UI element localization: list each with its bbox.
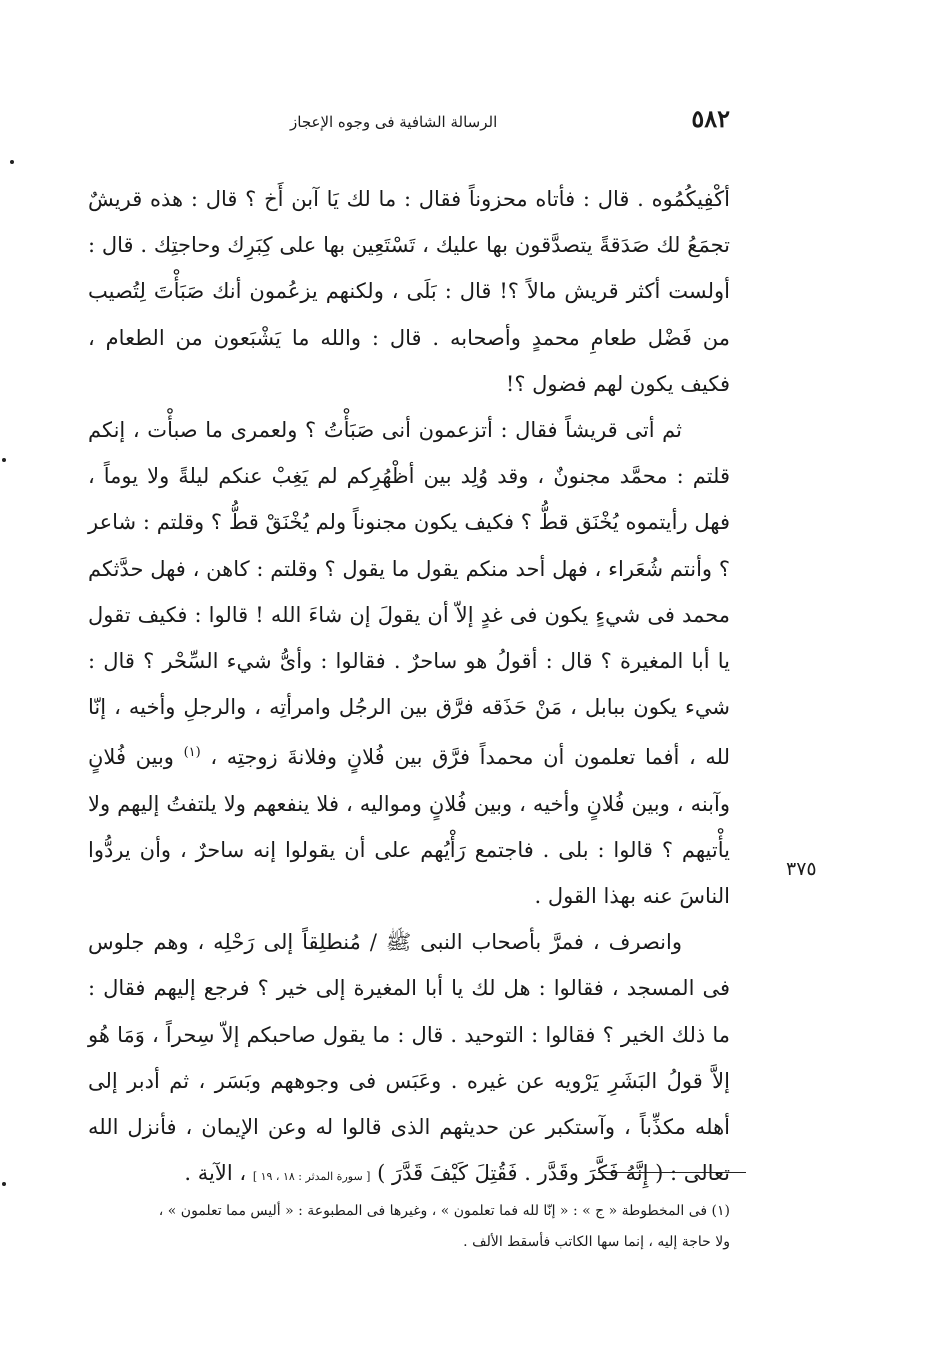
edge-mark: [2, 1182, 6, 1186]
paragraph-2-text-a: ثم أتى قريشاً فقال : أتزعمون أنى صَبَأْتُ ؟ ولعمرى ما صبأْت ، إنكم قلتم : محمَّد مجنونٌ ، وقد وُلِد بين أظْهُرِكم لم يَغِبْ عنكم ليلةً ولا يوماً ، فهل رأيتموه يُخْنَق قطُّ ؟ فكيف يكون مجنوناً ولم يُخْنَقْ قطُّ ؟ وقلتم : شاعر ؟ وأنتم شُعَراء ، فهل أحد منكم يقول ما يقول ؟ وقلتم : كاهن ، فهل حدَّثكم محمد فى شيءٍ يكون فى غدٍ إلاّ أن يقولَ إن شاءَ الله ! قالوا : فكيف تقول يا أبا المغيرة ؟ قال : أقولُ هو ساحرٌ . فقالوا : وأىُّ شيء السِّحْر ؟ قال : شيء يكون ببابل ، مَنْ حَذَقه فرَّق بين الرجُل وامرأتِه ، والرجلِ وأخيه ، إنّا لله ، أفما تعلمون أن محمداً فرَّق بين فُلانٍ وفلانةَ زوجتِه ،: [88, 418, 730, 770]
footnote-line-1: (١) فى المخطوطة « ج » : « إنّا لله فما تعلمون » ، وغيرها فى المطبوعة : « أليس مما تعلمون » ،: [158, 1203, 730, 1219]
running-title: الرسالة الشافية فى وجوه الإعجاز: [290, 113, 498, 131]
edge-mark: [10, 160, 14, 164]
footnote-divider: [598, 1172, 746, 1173]
margin-page-number: ٣٧٥: [786, 858, 817, 880]
page-header: [290, 104, 730, 133]
paragraph-3-text-a: وانصرف ، فمرَّ بأصحاب النبى ﷺ / مُنطلِقاً إلى رَحْلِه ، وهم جلوس فى المسجد ، فقالوا : هل لك يا أبا المغيرة إلى خير ؟ فرجع إليهم فقال : ما ذلك الخير ؟ فقالوا : التوحيد . قال : ما يقول صاحبكم إلاّ سِحراً ، وَمَا هُو إلاَّ قولُ البَشَرِ يَرْويه عن غيره . وعَبَس فى وجوههم وبَسَر ، ثم أدبر إلى أهله مكذِّباً ، وآستكبر عن حديثهم الذى قالوا له وعن الإيمان ، فأنزل الله تعالى : ( إِنَّهُ فَكَّرَ وقَدَّر . فَقُتِلَ كَيْفَ قَدَّرَ ): [88, 930, 730, 1186]
paragraph-1: [88, 176, 730, 407]
paragraph-2-text-b: وبين فُلانٍ وآبنه ، وبين فُلانٍ وأخيه ، وبين فُلانٍ ومواليه ، فلا ينفعهم ولا يلتفتُ إليهم ولا يأْتيهم ؟ قالوا : بلى . فاجتمع رَأْيُهم على أن يقولوا إنه ساحرٌ ، وأن يردُّوا الناسَ عنه بهذا القول .: [88, 745, 730, 909]
footnotes: [100, 1196, 730, 1258]
paragraph-1-text: أكْفِيكُمُوه . قال : فأتاه محزوناً فقال : ما لك يَا آبن أَخ ؟ قال : هذه قريشٌ تجمَعُ لك صَدَقةً يتصدَّقون بها عليك ، تَسْتَعِين بها على كِبَرِك وحاجتِك . قال : أولست أكثر قريش مالاً ؟! قال : بَلَى ، ولكنهم يزعُمون أنك صَبَأْتَ لِتُصيب من فَضْل طعامِ محمدٍ وأصحابه . قال : والله ما يَشْبَعون من الطعام ، فكيف يكون لهم فضول ؟!: [88, 187, 730, 396]
paragraph-3-text-b: ، الآية .: [184, 1161, 247, 1186]
paragraph-2: [88, 407, 730, 919]
main-text: [88, 176, 730, 1200]
edge-mark: [2, 458, 6, 462]
quran-reference: [ سورة المدثر : ١٨ ، ١٩ ]: [252, 1170, 371, 1184]
footnote-reference: (١): [183, 745, 201, 761]
page-number: ٥٨٢: [691, 104, 730, 133]
footnote-line-2: ولا حاجة إليه ، إنما سها الكاتب فأسقط الألف .: [463, 1234, 730, 1250]
paragraph-3: [88, 919, 730, 1200]
